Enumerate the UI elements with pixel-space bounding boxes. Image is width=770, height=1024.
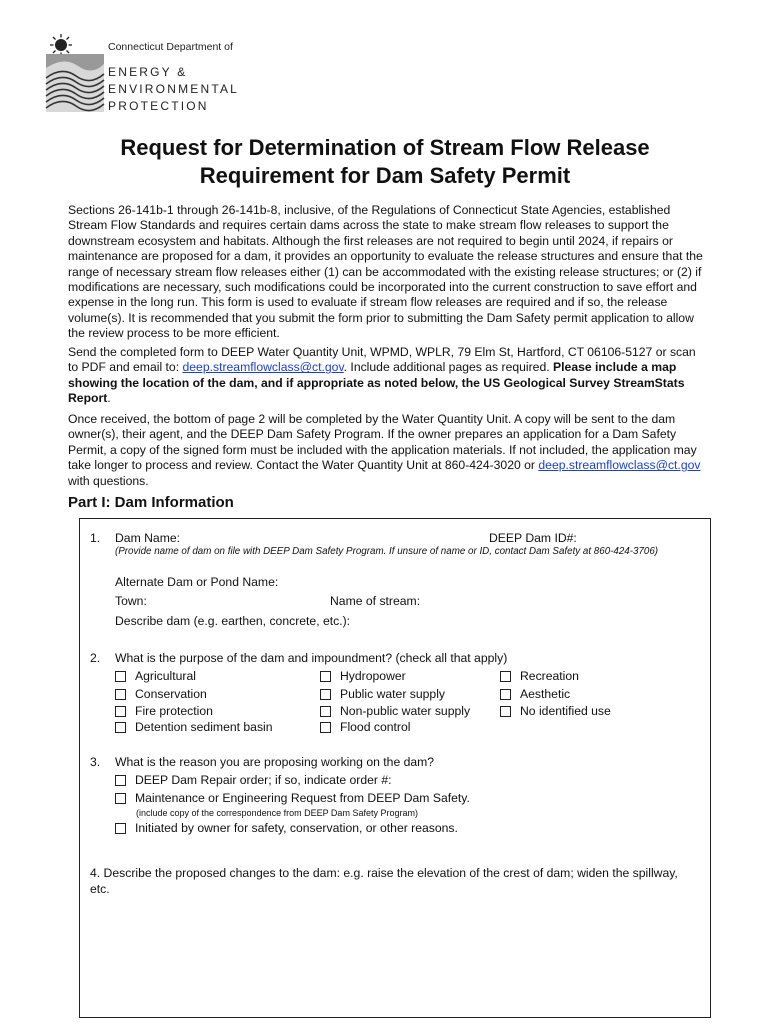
questions-text: with questions. [68, 473, 149, 488]
purpose-non-public-water[interactable] [320, 704, 470, 718]
title-line-2: Requirement for Dam Safety Permit [199, 163, 571, 188]
checkbox[interactable] [115, 706, 126, 717]
checkbox-label: DEEP Dam Repair order; if so, indicate order #: [135, 773, 392, 787]
purpose-hydropower[interactable] [320, 669, 406, 683]
waves-icon [44, 48, 106, 114]
deep-logo [44, 34, 244, 114]
checkbox[interactable] [115, 793, 126, 804]
intro-paragraph-1: Sections 26-141b-1 through 26-141b-8, inclusive, of the Regulations of Connecticut State Agencies, established Stream Flow Standards and requires certain dams across the state to make stream flow releases to support the downstream ecosystem and habitats. Although the first releases are not required to begin until 2024, if repairs or maintenance are proposed for a dam, it provides an opportunity to evaluate the release structures and ensure that the range of necessary stream flow releases either (1) can be accommodated with the existing release structures; or (2) if modifications are necessary, such modifications could be incorporated into the current construction to save effort and expense in the long run. This form is used to evaluate if stream flow releases are required and if so, the release volume(s). It is recommended that you submit the form prior to submitting the Dam Safety permit application to allow the review process to be more efficient. [68, 203, 703, 341]
checkbox-label: Hydropower [340, 669, 406, 683]
purpose-detention-basin[interactable] [115, 720, 273, 734]
checkbox-label: Initiated by owner for safety, conservation, or other reasons. [135, 821, 458, 835]
deep-dam-id-label[interactable]: DEEP Dam ID#: [489, 531, 577, 545]
q2-number: 2. [90, 651, 101, 665]
checkbox[interactable] [115, 689, 126, 700]
reason-maintenance-request[interactable] [115, 791, 470, 805]
additional-pages-text: . Include additional pages as required. [343, 360, 554, 375]
q2-text: What is the purpose of the dam and impoundment? (check all that apply) [115, 651, 508, 665]
purpose-agricultural[interactable] [115, 669, 196, 683]
department-name: Connecticut Department of [108, 41, 233, 53]
q1-number: 1. [90, 531, 101, 545]
title-line-1: Request for Determination of Stream Flow Release [120, 135, 650, 160]
checkbox-label: No identified use [520, 704, 611, 718]
checkbox-label: Aesthetic [520, 687, 571, 701]
dam-information-form [79, 518, 711, 1018]
checkbox-label: Agricultural [135, 669, 196, 683]
purpose-no-identified-use[interactable] [500, 704, 611, 718]
intro-paragraph-3 [68, 412, 708, 489]
review-process-text: Once received, the bottom of page 2 will be completed by the Water Quantity Unit. A copy will be sent to the dam owner(s), their agent, and the DEEP Dam Safety Program. If the owner prepares an application for a Dam Safety Permit, a copy of the signed form must be included with the application materials. If not included, the application may take longer to process and review. Contact the Water Quantity Unit at 860-424-3020 or [68, 412, 697, 473]
checkbox[interactable] [115, 775, 126, 786]
town-label[interactable]: Town: [115, 594, 147, 608]
purpose-fire-protection[interactable] [115, 704, 213, 718]
intro-paragraph-2 [68, 345, 708, 407]
checkbox[interactable] [320, 689, 331, 700]
checkbox[interactable] [320, 671, 331, 682]
checkbox[interactable] [115, 671, 126, 682]
page-title [40, 134, 730, 190]
checkbox[interactable] [115, 823, 126, 834]
checkbox-label: Fire protection [135, 704, 213, 718]
purpose-aesthetic[interactable] [500, 687, 570, 701]
alternate-name-label[interactable]: Alternate Dam or Pond Name: [115, 575, 279, 589]
reason-owner-initiated[interactable] [115, 821, 458, 835]
checkbox[interactable] [320, 706, 331, 717]
checkbox-label: Recreation [520, 669, 579, 683]
checkbox[interactable] [500, 671, 511, 682]
checkbox[interactable] [115, 722, 126, 733]
part-1-heading: Part I: Dam Information [68, 494, 234, 511]
describe-dam-label[interactable]: Describe dam (e.g. earthen, concrete, etc.): [115, 614, 351, 628]
checkbox-label: Conservation [135, 687, 207, 701]
reason-repair-order[interactable] [115, 773, 392, 787]
correspondence-note: (include copy of the correspondence from DEEP Dam Safety Program) [136, 808, 418, 818]
logo-line-environmental: ENVIRONMENTAL [108, 82, 240, 96]
email-link[interactable]: deep.streamflowclass@ct.gov [182, 360, 344, 375]
stream-name-label[interactable]: Name of stream: [330, 594, 421, 608]
purpose-flood-control[interactable] [320, 720, 410, 734]
period: . [107, 391, 111, 406]
map-requirement-text: Please include a map showing the location of the dam, and if appropriate as noted below, the US Geological Survey StreamStats Report [68, 360, 685, 406]
logo-line-protection: PROTECTION [108, 99, 209, 113]
checkbox-label: Non-public water supply [340, 704, 471, 718]
checkbox-label: Maintenance or Engineering Request from DEEP Dam Safety. [135, 791, 470, 805]
dam-name-label[interactable]: Dam Name: [115, 531, 181, 545]
checkbox[interactable] [500, 689, 511, 700]
checkbox-label: Flood control [340, 720, 411, 734]
checkbox-label: Detention sediment basin [135, 720, 273, 734]
q4-text: 4. Describe the proposed changes to the dam: e.g. raise the elevation of the crest of dam; widen the spillway, etc. [90, 866, 678, 896]
purpose-public-water[interactable] [320, 687, 445, 701]
purpose-recreation[interactable] [500, 669, 579, 683]
checkbox-label: Public water supply [340, 687, 445, 701]
q3-text: What is the reason you are proposing working on the dam? [115, 755, 435, 769]
checkbox[interactable] [320, 722, 331, 733]
checkbox[interactable] [500, 706, 511, 717]
purpose-conservation[interactable] [115, 687, 207, 701]
q3-number: 3. [90, 755, 101, 769]
send-instructions: Send the completed form to DEEP Water Quantity Unit, WPMD, WPLR, 79 Elm St, Hartford, CT 06106-5127 or scan to PDF and email to: [68, 345, 696, 375]
dam-name-note: (Provide name of dam on file with DEEP Dam Safety Program. If unsure of name or ID, contact Dam Safety at 860-424-3706) [115, 546, 659, 557]
email-link-2[interactable]: deep.streamflowclass@ct.gov [538, 458, 701, 473]
logo-line-energy: ENERGY & [108, 65, 188, 79]
